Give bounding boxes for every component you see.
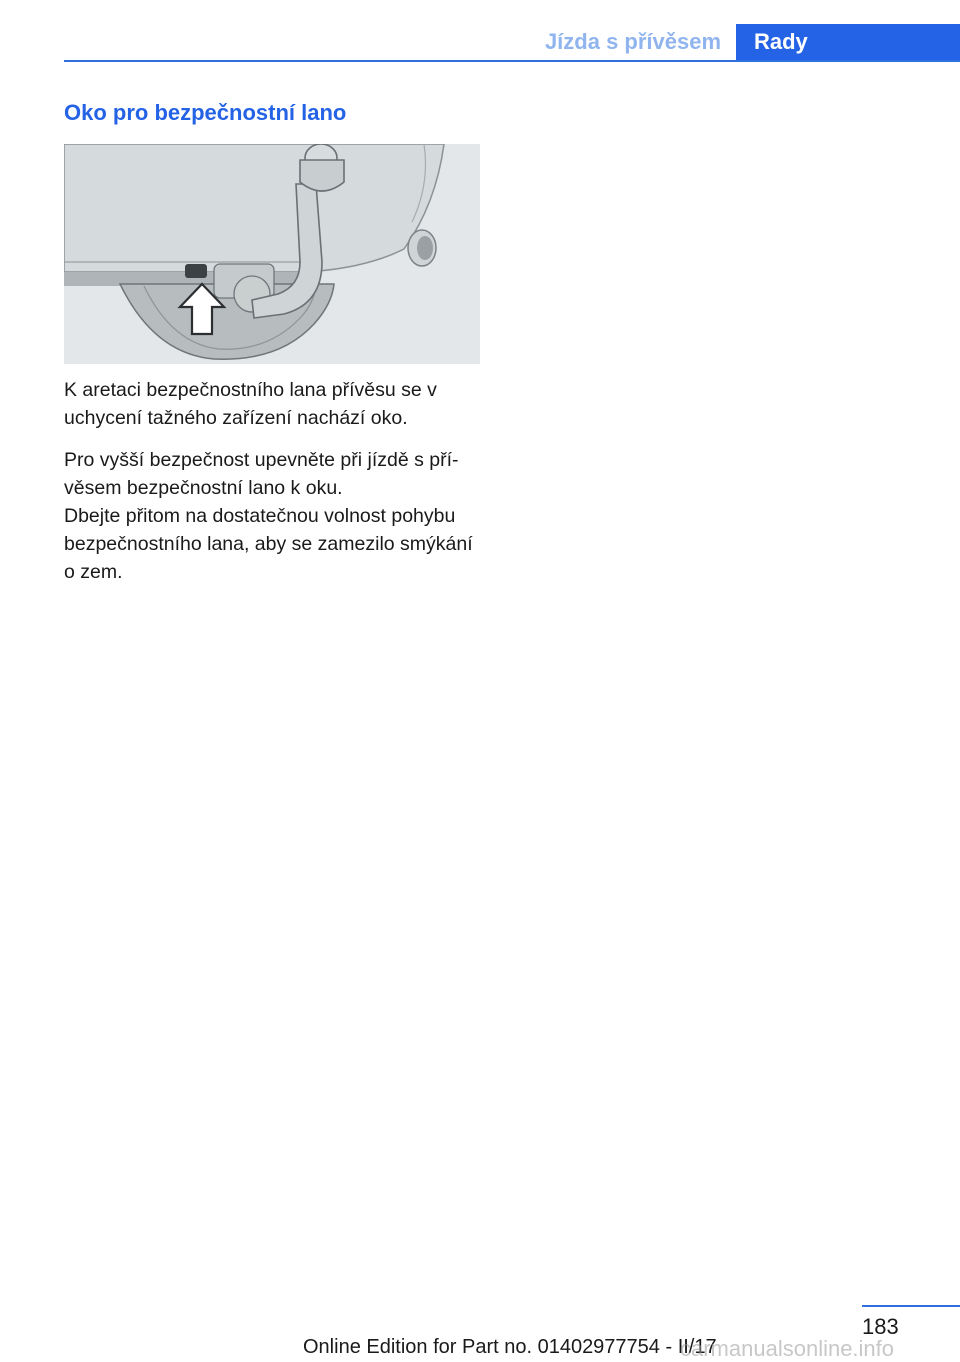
header-chapter-tab: Rady (736, 24, 960, 60)
paragraph-2: Pro vyšší bezpečnost upevněte při jízdě s přívěsem bezpečnostní lano k oku. (64, 449, 459, 499)
tow-hook-illustration (64, 144, 480, 364)
page-number: 183 (862, 1314, 899, 1339)
header-section-title: Jízda s přívěsem (544, 29, 722, 54)
paragraph-1: K aretaci bezpečnostního lana přívěsu se v uchycení tažného zařízení nachází oko. (64, 379, 437, 429)
edition-note: Online Edition for Part no. 01402977754 - II/17 (303, 1336, 717, 1358)
header-rule (64, 60, 960, 62)
paragraph-3: Dbejte přitom na dostatečnou volnost pohybu bezpečnostního lana, aby se zamezilo smýkání o zem. (64, 505, 473, 583)
watermark: carmanualsonline.info (680, 1336, 895, 1361)
section-title: Oko pro bezpečnostní lano (64, 100, 347, 125)
footer-rule (862, 1305, 960, 1307)
